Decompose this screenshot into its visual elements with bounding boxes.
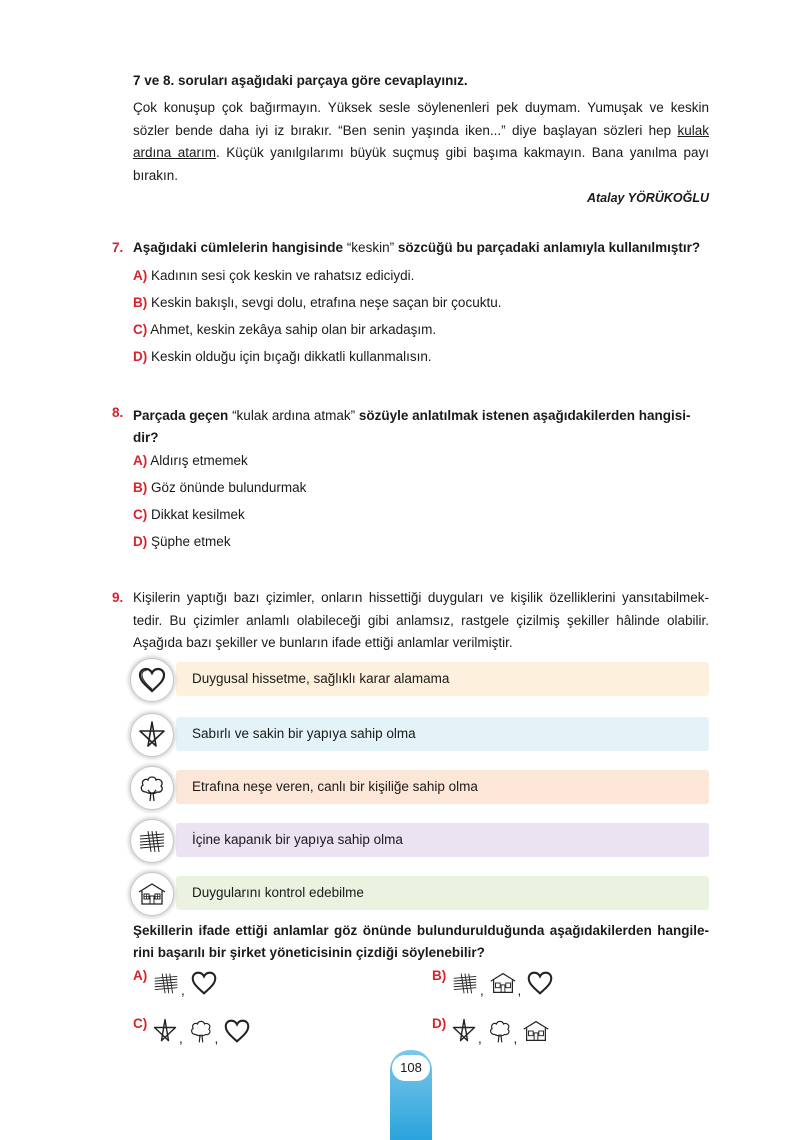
idiom-underline-2: ardına atarım [133, 145, 216, 160]
separator: , [179, 1031, 183, 1046]
option-letter: B) [133, 480, 148, 495]
q9-intro-line-2: tedir. Bu çizimler anlamlı olabileceği gibi anlamsız, rastgele çizilmiş şekiller hâlinde olabilir. [133, 612, 709, 628]
shape-meaning-text: Etrafına neşe veren, canlı bir kişiliğe sahip olma [192, 779, 478, 794]
shape-meaning-text: Duygusal hissetme, sağlıklı karar alamama [192, 671, 450, 686]
tree-icon [486, 1023, 514, 1038]
house-icon [130, 872, 174, 916]
shape-meaning-text: Duygularını kontrol edebilme [192, 885, 364, 900]
option-text: Keskin bakışlı, sevgi dolu, etrafına neşe saçan bir çocuktu. [151, 295, 502, 310]
q9-question-line-1: Şekillerin ifade ettiği anlamlar göz önünde bulundurulduğunda aşağıdakilerden hangile- [133, 923, 709, 938]
shape-meaning-row-tree [176, 770, 709, 804]
option-letter: D) [133, 534, 148, 549]
option-letter: C) [133, 1016, 148, 1031]
heart-icon [130, 658, 174, 702]
option-letter: B) [133, 295, 148, 310]
shape-meaning-row-hatch [176, 823, 709, 857]
q8-stem-part-2: sözüyle anlatılmak istenen aşağıdakilerden hangisi- [358, 408, 691, 423]
heart-icon [222, 1023, 252, 1038]
option-text: Ahmet, keskin zekâya sahip olan bir arkadaşım. [150, 322, 437, 337]
q9-option-a[interactable] [133, 968, 219, 998]
separator: , [478, 1031, 482, 1046]
tree-icon [187, 1023, 215, 1038]
q9-option-c[interactable] [133, 1016, 252, 1046]
passage-author: Atalay YÖRÜKOĞLU [586, 191, 709, 205]
option-letter: A) [133, 968, 148, 983]
passage-line-2-text: sözler bende daha iyi iz bırakır. “Ben senin yaşında iken...” diye başlayan sözleri hep [133, 122, 678, 138]
star-icon [151, 1023, 179, 1038]
shape-meaning-text: Sabırlı ve sakin bir yapıya sahip olma [192, 726, 416, 741]
separator: , [480, 983, 484, 998]
option-letter: C) [133, 322, 148, 337]
q7-stem [133, 240, 700, 255]
option-text: Şüphe etmek [151, 534, 231, 549]
shape-meaning-text: İçine kapanık bir yapıya sahip olma [192, 832, 403, 847]
q9-intro [133, 587, 709, 655]
option-text: Keskin olduğu için bıçağı dikkatli kullanmalısın. [151, 349, 432, 364]
q9-question-line-2: rini başarılı bir şirket yöneticisinin çizdiği söylenebilir? [133, 945, 485, 960]
q9-option-b[interactable] [432, 968, 555, 998]
option-text: Göz önünde bulundurmak [151, 480, 307, 495]
q8-stem-part-3: dir? [133, 430, 159, 445]
passage-line-2 [133, 120, 709, 143]
q7-number: 7. [112, 240, 124, 255]
option-letter: B) [432, 968, 447, 983]
hatch-lines-icon [151, 975, 181, 990]
option-text: Kadının sesi çok keskin ve rahatsız ediciydi. [151, 268, 415, 283]
passage-text [133, 97, 709, 187]
tree-icon [130, 766, 174, 810]
hatch-lines-icon [450, 975, 480, 990]
q8-stem-part-1: Parçada geçen [133, 408, 229, 423]
q8-stem [133, 405, 709, 449]
heart-icon [525, 975, 555, 990]
q9-option-d[interactable] [432, 1016, 551, 1046]
shape-meaning-row-heart [176, 662, 709, 696]
q8-option-d[interactable] [133, 534, 231, 549]
shape-meaning-row-house [176, 876, 709, 910]
house-icon [488, 975, 518, 990]
q9-question [133, 920, 709, 964]
q8-option-b[interactable] [133, 480, 306, 495]
q8-number: 8. [112, 405, 124, 420]
option-text: Dikkat kesilmek [151, 507, 245, 522]
q8-option-c[interactable] [133, 507, 245, 522]
separator: , [214, 1031, 219, 1046]
separator: , [513, 1031, 518, 1046]
q8-stem-idiom: “kulak ardına atmak” [228, 408, 359, 423]
q7-option-c[interactable] [133, 322, 436, 337]
q9-intro-line-1: Kişilerin yaptığı bazı çizimler, onların hissettiği duyguları ve kişilik özelliklerini yansıtabilmek- [133, 590, 709, 605]
q7-option-a[interactable] [133, 268, 414, 283]
passage-line-4: bırakın. [133, 167, 179, 183]
q7-option-d[interactable] [133, 349, 432, 364]
page-number: 108 [392, 1055, 430, 1081]
option-letter: D) [432, 1016, 447, 1031]
passage-line-1: Çok konuşup çok bağırmayın. Yüksek sesle söylenenleri pek duymam. Yumuşak ve keskin [133, 100, 709, 115]
shape-meaning-row-star [176, 717, 709, 751]
q7-stem-part-1: Aşağıdaki cümlelerin hangisinde [133, 240, 344, 255]
passage-line-3-text: . Küçük yanılgılarımı büyük suçmuş gibi başıma kakmayın. Bana yanılma payı [216, 145, 709, 160]
option-letter: C) [133, 507, 148, 522]
passage-line-3 [133, 142, 709, 165]
q8-option-a[interactable] [133, 453, 248, 468]
option-letter: A) [133, 268, 148, 283]
hatch-lines-icon [130, 819, 174, 863]
option-letter: A) [133, 453, 148, 468]
option-letter: D) [133, 349, 148, 364]
idiom-underline-1: kulak [677, 122, 709, 138]
q7-stem-keyword: “keskin” [343, 240, 398, 255]
q7-option-b[interactable] [133, 295, 501, 310]
q9-intro-line-3: Aşağıda bazı şekiller ve bunların ifade ettiği anlamlar verilmiştir. [133, 635, 513, 650]
house-icon [521, 1023, 551, 1038]
option-text: Aldırış etmemek [150, 453, 248, 468]
q9-number: 9. [112, 590, 124, 605]
passage-heading: 7 ve 8. soruları aşağıdaki parçaya göre cevaplayınız. [133, 73, 468, 88]
q7-stem-part-2: sözcüğü bu parçadaki anlamıyla kullanılmıştır? [397, 240, 701, 255]
star-icon [130, 713, 174, 757]
separator: , [181, 983, 185, 998]
heart-icon [189, 975, 219, 990]
separator: , [517, 983, 522, 998]
star-icon [450, 1023, 478, 1038]
